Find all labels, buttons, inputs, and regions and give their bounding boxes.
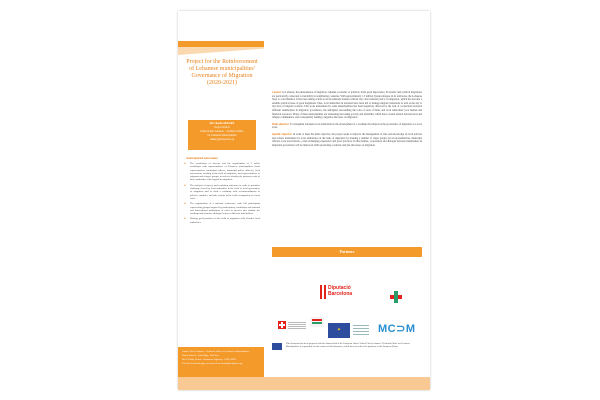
specific-objective-text: In order to meet the main objective, the project seeks to improve the management of data and knowledge on local policies and actions undertaken by local authorities on the issue of migration by meeting a number of target groups (local representatives, municipal officers, local associations...) and exchanging experience and good practices. In this manner, cooperation and dialogue between stakeholders in migration governance will be improved while promoting a realistic and just discourse on migration. bbox=[272, 132, 422, 147]
cross-vertical bbox=[394, 291, 398, 303]
footer-line-3: Rue El Nahr, Beirut – Damascus highway – LEBANON bbox=[182, 358, 236, 361]
context-label: Context: bbox=[272, 91, 282, 94]
partners-heading: Partners bbox=[272, 247, 422, 257]
contact-name: Mrs. Rasha AKKARY bbox=[209, 122, 235, 125]
outcomes-list bbox=[184, 162, 260, 226]
diputacio-mark-icon bbox=[320, 285, 326, 299]
logo-bar bbox=[312, 322, 322, 324]
document-title: Project for the Reinforcement of Lebanese municipalities' Governance of Migration (2020-2021) bbox=[186, 59, 258, 86]
logo-line bbox=[353, 331, 369, 332]
footer-line-2: Tanios Saba St., Saba Bldg., 3rd Floor bbox=[182, 354, 219, 357]
specific-objective-paragraph bbox=[272, 133, 422, 147]
footer-address-box bbox=[178, 347, 264, 377]
outcomes-heading: Anticipated outcomes: bbox=[186, 156, 219, 160]
logo-line bbox=[353, 334, 369, 335]
swiss-flag-icon bbox=[278, 321, 306, 335]
footer-line-4[interactable]: Visit our Facebook page or reach out to contact@uclg-bteo.org bbox=[182, 362, 243, 365]
disclaimer-text: This document has been prepared with the financial aid of the European Union. United Cities Lebanon / Technical Office for Lebanese Municipalities is responsible for the content of this document, which does not reflect the positions of the European Union. bbox=[286, 343, 410, 348]
logo-line bbox=[353, 325, 369, 326]
diputacio-text-1: Diputació bbox=[328, 285, 351, 291]
red-cross-icon bbox=[390, 291, 402, 303]
outcome-item: ► Sharing good practices in the field of migration with Comites local authorities. bbox=[184, 217, 260, 224]
contact-box bbox=[188, 120, 256, 150]
header-band bbox=[178, 41, 264, 47]
swiss-flag-mark bbox=[278, 321, 286, 329]
diputacio-barcelona-logo bbox=[320, 283, 362, 305]
main-objective-paragraph bbox=[272, 123, 422, 130]
contact-email[interactable]: rakkary@uclg-bteo.org bbox=[209, 138, 235, 141]
right-column bbox=[272, 91, 422, 150]
left-column bbox=[178, 11, 264, 390]
mcom-logo: MC⊃M bbox=[378, 323, 416, 335]
eu-flag-icon bbox=[272, 343, 282, 350]
context-text: In Lebanon, the phenomenon of migration, whether economic or political, holds great importance. Economic and political migrations are particularly connected to instability in neighboring countries. With approximately 1.5 million Syrian refugees in its territories, the Lebanese State is overwhelmed. It has been taking action in an inconsistent manner without any clear national policy on migration, which has become a sensible political issue of great magnitude. Thus, local authorities in Lebanon have been left to manage migrant transitions as well as the day to day lives of migrant workers. This work undertaken by some municipalities has been negatively affected by the lack of cooperation between different stakeholders in migration governance, the ambiguity surrounding the roles of each of them, and local authorities' poor human and financial resources. Many of these municipalities are witnessing increasing poverty and instability which have created tension between host and refugee communities, and consequently feeding a negative discourse on migration. bbox=[272, 91, 422, 120]
contact-role: Project Officer bbox=[214, 126, 230, 129]
partner-logo-small bbox=[310, 317, 324, 327]
logo-bar bbox=[312, 319, 322, 321]
funding-text-logo bbox=[353, 323, 369, 338]
eu-stars: ✦ bbox=[336, 328, 342, 333]
outcome-item: ► The analysis of survey and workshop outcomes in order to prioritize challenges faced by local authorities in the field of local governance of migration and to draft a roadmap with recommendations to policies, modules, and take actions in the field of migration at a local scale. bbox=[184, 184, 260, 200]
eu-disclaimer bbox=[272, 341, 422, 371]
contact-org: United Cities Lebanon – Technical Office bbox=[200, 130, 244, 133]
outcome-item: ► The organization of a national conference with 100 participants representing groups targeted by participatory workshops and national and international institutions in order to present and validate the roadmap and reinforce dialogue between different stakeholders. bbox=[184, 202, 260, 215]
main-objective-label: Main objective: bbox=[272, 122, 290, 126]
footer-strip bbox=[178, 377, 430, 390]
footer-line-1: United Cities Lebanon – Technical Office for Lebanese Municipalities bbox=[182, 350, 250, 353]
eu-flag-icon bbox=[328, 323, 350, 338]
context-paragraph bbox=[272, 91, 422, 120]
diputacio-text-2: Barcelona bbox=[328, 291, 353, 297]
logo-line bbox=[353, 328, 369, 329]
contact-org-2: for Lebanese Municipalities bbox=[207, 134, 237, 137]
swiss-text-lines bbox=[288, 322, 306, 323]
main-objective-text: To strengthen Lebanese local authorities in the development of a roadmap that improves the governance of migration at a local scale. bbox=[272, 122, 422, 130]
header-wedge bbox=[178, 47, 264, 55]
outcome-item: ► The conduction of surveys and the organization of 3 online workshops with representatives of Lebanese municipalities (local representatives, municipal officers, municipal police officers), local associations working in the field of migration, and representatives of migrants and refugee groups, in order to identify the primary needs of these authorities with regards to migration. bbox=[184, 162, 260, 182]
flyer-page bbox=[178, 11, 430, 390]
specific-objective-label: Specific objective: bbox=[272, 132, 293, 136]
